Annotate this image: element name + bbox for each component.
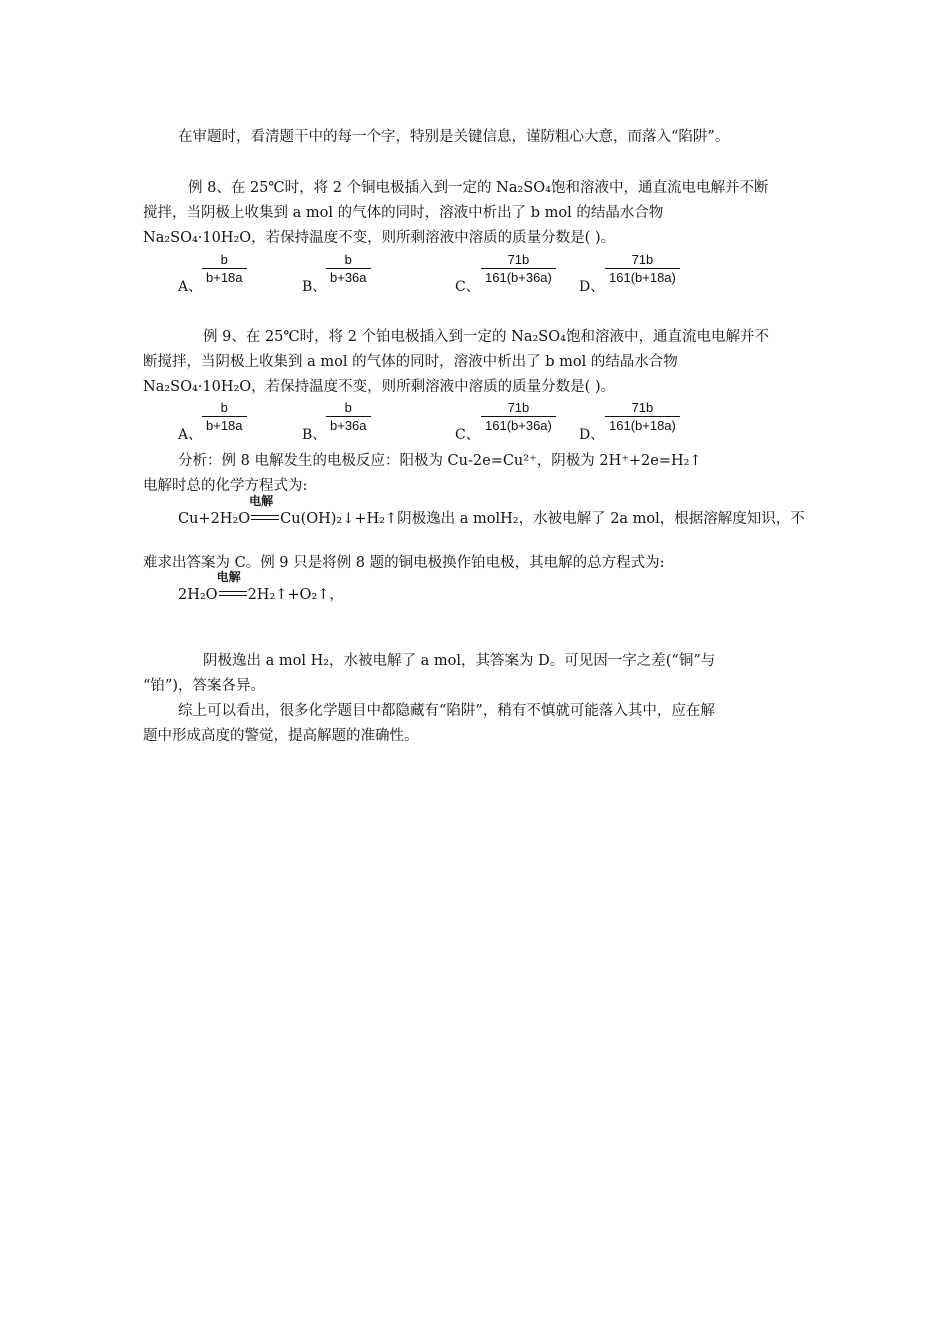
numerator: 71b — [631, 400, 654, 415]
option-label: B、 — [302, 279, 327, 295]
denominator: 161(b+18a) — [609, 418, 676, 433]
analysis-line-7: “铂”)，答案各异。 — [143, 678, 265, 694]
example-9-line-1: 例 9、在 25℃时，将 2 个铂电极插入到一定的 Na₂SO₄饱和溶液中，通直流电电解并不 — [203, 329, 769, 345]
fraction-bar — [605, 416, 680, 417]
fraction — [202, 252, 247, 285]
double-line — [251, 515, 279, 520]
denominator: 161(b+18a) — [609, 270, 676, 285]
analysis-line-2: 电解时总的化学方程式为: — [143, 478, 308, 494]
denominator: b+18a — [206, 270, 243, 285]
electrolysis-arrow — [249, 494, 279, 529]
double-line — [219, 591, 247, 596]
fraction — [326, 400, 371, 433]
equation-1-products: Cu(OH)₂↓+H₂↑阴极逸出 a molH₂，水被电解了 2a mol，根据溶解度知识，不 — [280, 511, 805, 527]
fraction — [202, 400, 247, 433]
electrolysis-condition: 电解 — [216, 570, 241, 584]
fraction-bar — [202, 268, 247, 269]
fraction-bar — [605, 268, 680, 269]
option-label: A、 — [178, 279, 203, 295]
numerator: 71b — [507, 252, 530, 267]
numerator: b — [220, 252, 228, 267]
denominator: b+36a — [330, 418, 367, 433]
denominator: 161(b+36a) — [485, 270, 552, 285]
fraction-bar — [481, 416, 556, 417]
equation-2-reactants: 2H₂O — [178, 587, 218, 603]
numerator: b — [220, 400, 228, 415]
analysis-line-4: 难求出答案为 C。例 9 只是将例 8 题的铜电极换作铂电极，其电解的总方程式为: — [143, 555, 665, 571]
numerator: 71b — [631, 252, 654, 267]
fraction-bar — [326, 416, 371, 417]
option-label: A、 — [178, 427, 203, 443]
equation-1 — [178, 494, 805, 529]
fraction — [481, 252, 556, 285]
denominator: b+36a — [330, 270, 367, 285]
example-9-line-3: Na₂SO₄·10H₂O，若保持温度不变，则所剩溶液中溶质的质量分数是( )。 — [143, 379, 616, 395]
analysis-line-6: 阴极逸出 a mol H₂，水被电解了 a mol，其答案为 D。可见因一字之差(“铜”与 — [203, 653, 716, 669]
equation-2-products: 2H₂↑+O₂↑， — [247, 587, 344, 603]
fraction — [605, 252, 680, 285]
option-label: D、 — [579, 279, 605, 295]
equation-2 — [178, 570, 344, 605]
intro-paragraph: 在审题时，看清题干中的每一个字，特别是关键信息，谨防粗心大意，而落入“陷阱”。 — [178, 129, 730, 145]
fraction-bar — [326, 268, 371, 269]
fraction-bar — [202, 416, 247, 417]
option-label: C、 — [455, 427, 480, 443]
conclusion-line-1: 综上可以看出，很多化学题目中都隐藏有“陷阱”，稍有不慎就可能落入其中，应在解 — [178, 703, 715, 719]
example-8-options — [178, 250, 818, 298]
fraction — [481, 400, 556, 433]
denominator: b+18a — [206, 418, 243, 433]
example-8-line-3: Na₂SO₄·10H₂O，若保持温度不变，则所剩溶液中溶质的质量分数是( )。 — [143, 230, 616, 246]
numerator: 71b — [507, 400, 530, 415]
denominator: 161(b+36a) — [485, 418, 552, 433]
option-label: C、 — [455, 279, 480, 295]
electrolysis-arrow — [216, 570, 247, 605]
example-8-line-2: 搅拌，当阴极上收集到 a mol 的气体的同时，溶液中析出了 b mol 的结晶水合物 — [143, 205, 664, 221]
fraction — [326, 252, 371, 285]
option-label: B、 — [302, 427, 327, 443]
electrolysis-condition: 电解 — [249, 494, 274, 508]
numerator: b — [344, 252, 352, 267]
analysis-line-1: 分析：例 8 电解发生的电极反应：阳极为 Cu-2e=Cu²⁺，阴极为 2H⁺+2e=H₂↑ — [178, 453, 702, 469]
option-label: D、 — [579, 427, 605, 443]
conclusion-line-2: 题中形成高度的警觉，提高解题的准确性。 — [143, 728, 419, 744]
example-9-options — [178, 398, 818, 446]
equation-1-reactants: Cu+2H₂O — [178, 511, 251, 527]
fraction — [605, 400, 680, 433]
fraction-bar — [481, 268, 556, 269]
example-9-line-2: 断搅拌，当阴极上收集到 a mol 的气体的同时，溶液中析出了 b mol 的结晶水合物 — [143, 354, 678, 370]
example-8-line-1: 例 8、在 25℃时，将 2 个铜电极插入到一定的 Na₂SO₄饱和溶液中，通直流电电解并不断 — [188, 180, 769, 196]
numerator: b — [344, 400, 352, 415]
